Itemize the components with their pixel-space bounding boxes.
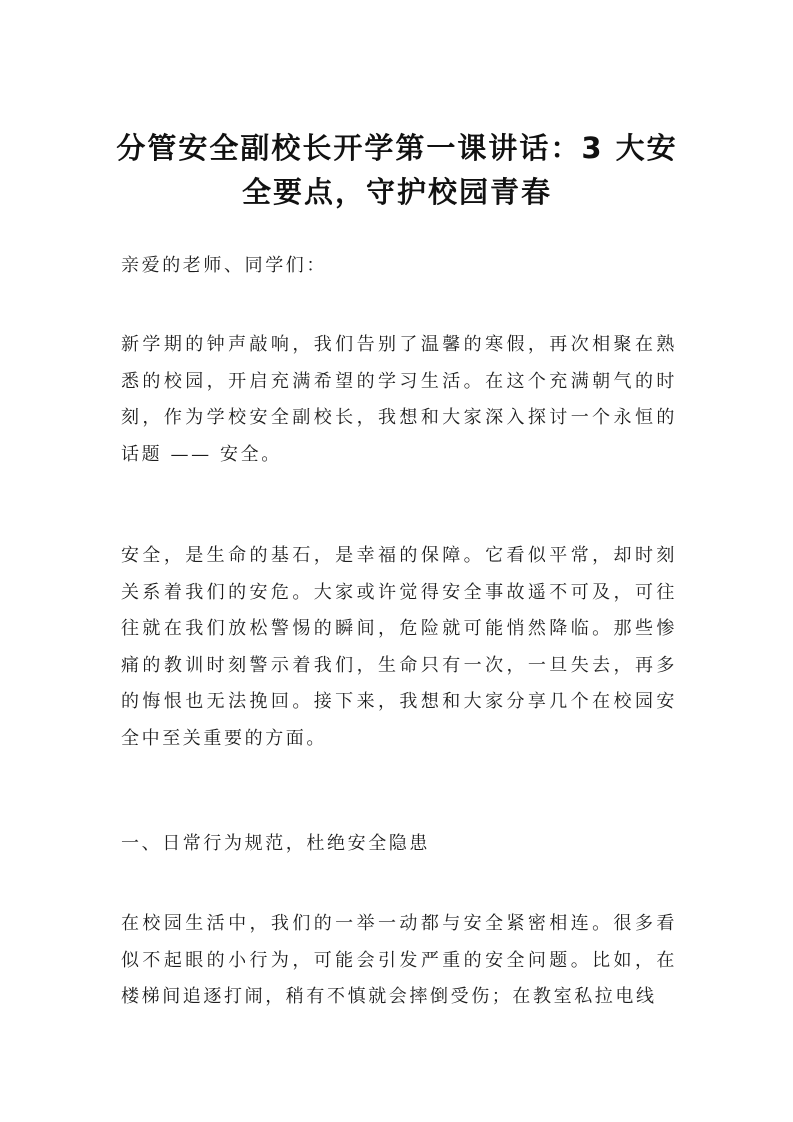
section-heading: 一、日常行为规范，杜绝安全隐患 <box>121 833 430 854</box>
document-title: 分管安全副校长开学第一课讲话：3 大安全要点，守护校园青春 <box>116 131 678 209</box>
paragraph-safety-importance: 安全，是生命的基石，是幸福的保障。它看似平常，却时刻关系着我们的安危。大家或许觉得安全事故遥不可及，可往往就在我们放松警惕的瞬间，危险就可能悄然降临。那些惨痛的教训时刻警示着我们，生命只有一次，一旦失去，再多的悔恨也无法挽回。接下来，我想和大家分享几个在校园安全中至关重要的方面。 <box>121 545 677 749</box>
paragraph-intro: 新学期的钟声敲响，我们告别了温馨的寒假，再次相聚在熟悉的校园，开启充满希望的学习生活。在这个充满朝气的时刻，作为学校安全副校长，我想和大家深入探讨一个永恒的话题 —— 安全。 <box>121 334 677 465</box>
paragraph-daily-behavior: 在校园生活中，我们的一举一动都与安全紧密相连。很多看似不起眼的小行为，可能会引发严重的安全问题。比如，在楼梯间追逐打闹，稍有不慎就会摔倒受伤；在教室私拉电线 <box>121 913 677 1008</box>
salutation: 亲爱的老师、同学们： <box>121 255 327 276</box>
